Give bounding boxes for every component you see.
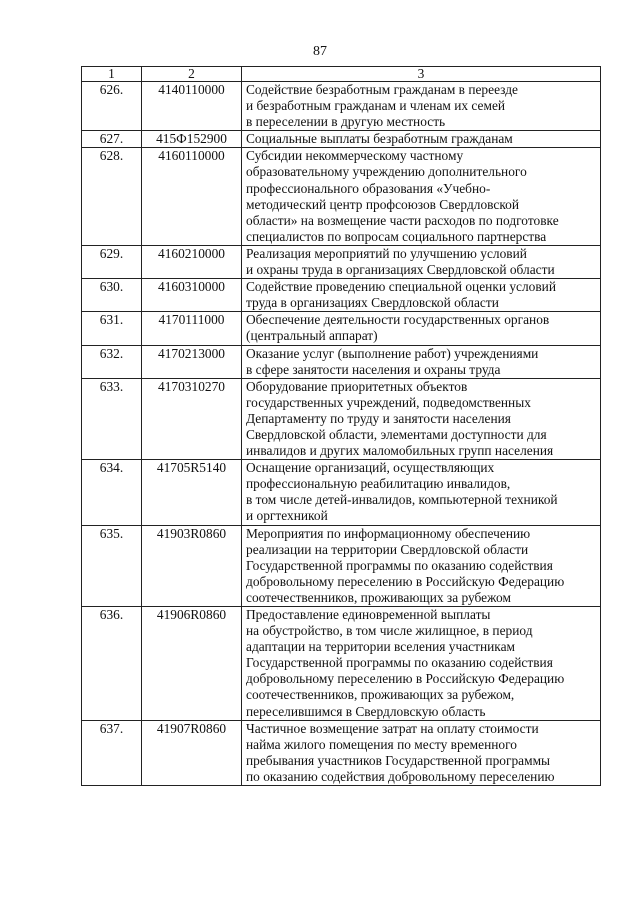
table-row (82, 378, 601, 459)
description-line: по оказанию содействия добровольному переселению (246, 768, 555, 784)
table-row (82, 245, 601, 278)
description-line: области» на возмещение части расходов по подготовке (246, 212, 559, 228)
row-code-cell: 415Ф152900 (142, 131, 242, 148)
description-line: профессионального образования «Учебно- (246, 180, 491, 196)
description-line: пребывания участников Государственной программы (246, 752, 551, 768)
table-row (82, 312, 601, 345)
row-code-cell: 4160310000 (142, 279, 242, 312)
row-code-cell: 41903R0860 (142, 525, 242, 606)
row-number-cell: 633. (82, 378, 142, 459)
description-line: государственных учреждений, подведомственных (246, 394, 531, 410)
description-line: инвалидов и других маломобильных групп населения (246, 443, 554, 459)
table-header (82, 67, 601, 82)
row-number-cell: 636. (82, 607, 142, 721)
row-number-cell: 626. (82, 82, 142, 131)
description-line: Реализация мероприятий по улучшению условий (246, 245, 527, 261)
description-line: образовательному учреждению дополнительного (246, 164, 527, 180)
row-description-cell (242, 82, 601, 131)
row-code-cell: 41906R0860 (142, 607, 242, 721)
description-line: Оборудование приоритетных объектов (246, 378, 468, 394)
row-number-cell: 635. (82, 525, 142, 606)
row-number-cell: 627. (82, 131, 142, 148)
description-line: Государственной программы по оказанию содействия (246, 655, 553, 671)
description-line: адаптации на территории вселения участникам (246, 639, 516, 655)
row-number-cell: 637. (82, 720, 142, 785)
column-header-description: 3 (242, 67, 601, 82)
description-line: соотечественников, проживающих за рубежом (246, 589, 511, 605)
description-line: переселившимся в Свердловскую область (246, 703, 486, 719)
description-line: соотечественников, проживающих за рубежом, (246, 687, 515, 703)
row-description-cell (242, 279, 601, 312)
row-number-cell: 632. (82, 345, 142, 378)
description-line: и оргтехникой (246, 508, 328, 524)
row-description-cell (242, 525, 601, 606)
row-description-cell (242, 312, 601, 345)
description-line: на обустройство, в том числе жилищное, в период (246, 623, 533, 639)
row-code-cell: 4160210000 (142, 245, 242, 278)
table-row (82, 607, 601, 721)
row-code-cell: 4140110000 (142, 82, 242, 131)
description-line: добровольному переселению в Российскую Федерацию (246, 671, 565, 687)
description-line: Оснащение организаций, осуществляющих (246, 460, 495, 476)
description-line: Содействие проведению специальной оценки условий (246, 279, 557, 295)
description-line: в том числе детей-инвалидов, компьютерной техникой (246, 492, 558, 508)
table-body (82, 82, 601, 786)
row-description-cell (242, 378, 601, 459)
row-number-cell: 630. (82, 279, 142, 312)
description-line: Содействие безработным гражданам в переезде (246, 82, 518, 97)
description-line: в сфере занятости населения и охраны труда (246, 361, 501, 377)
row-description-cell (242, 148, 601, 246)
row-description-cell (242, 607, 601, 721)
column-header-number: 1 (82, 67, 142, 82)
table-row (82, 82, 601, 131)
row-number-cell: 631. (82, 312, 142, 345)
column-header-code: 2 (142, 67, 242, 82)
row-code-cell: 41705R5140 (142, 460, 242, 525)
row-description-cell (242, 245, 601, 278)
table-row (82, 460, 601, 525)
description-line: и безработным гражданам и членам их семей (246, 98, 506, 114)
table-header-row (82, 67, 601, 82)
description-line: Субсидии некоммерческому частному (246, 148, 464, 164)
table-row (82, 525, 601, 606)
row-code-cell: 41907R0860 (142, 720, 242, 785)
row-description-cell (242, 460, 601, 525)
row-number-cell: 629. (82, 245, 142, 278)
description-line: реализации на территории Свердловской области (246, 541, 529, 557)
row-code-cell: 4170310270 (142, 378, 242, 459)
description-line: Социальные выплаты безработным гражданам (246, 131, 513, 147)
description-line: Оказание услуг (выполнение работ) учреждениями (246, 345, 539, 361)
description-line: Государственной программы по оказанию содействия (246, 557, 553, 573)
description-line: Свердловской области, элементами доступности для (246, 426, 547, 442)
description-line: найма жилого помещения по месту временного (246, 736, 517, 752)
description-line: в переселении в другую местность (246, 114, 446, 130)
row-code-cell: 4170111000 (142, 312, 242, 345)
row-code-cell: 4170213000 (142, 345, 242, 378)
table-row (82, 131, 601, 148)
table-row (82, 345, 601, 378)
description-line: методический центр профсоюзов Свердловской (246, 196, 520, 212)
description-line: и охраны труда в организациях Свердловской области (246, 262, 555, 278)
description-line: добровольному переселению в Российскую Федерацию (246, 573, 565, 589)
table-row (82, 148, 601, 246)
description-line: труда в организациях Свердловской области (246, 295, 499, 311)
row-description-cell (242, 345, 601, 378)
row-description-cell (242, 131, 601, 148)
description-line: (центральный аппарат) (246, 328, 378, 344)
row-number-cell: 634. (82, 460, 142, 525)
table-row (82, 720, 601, 785)
table-row (82, 279, 601, 312)
budget-codes-table (81, 66, 601, 786)
row-description-cell (242, 720, 601, 785)
description-line: Предоставление единовременной выплаты (246, 607, 491, 622)
description-line: Мероприятия по информационному обеспечению (246, 525, 531, 541)
row-code-cell: 4160110000 (142, 148, 242, 246)
description-line: специалистов по вопросам социального партнерства (246, 228, 547, 244)
page-number: 87 (313, 44, 327, 59)
description-line: Частичное возмещение затрат на оплату стоимости (246, 720, 539, 736)
description-line: Обеспечение деятельности государственных органов (246, 312, 550, 328)
description-line: Департаменту по труду и занятости населения (246, 410, 511, 426)
row-number-cell: 628. (82, 148, 142, 246)
description-line: профессиональную реабилитацию инвалидов, (246, 476, 511, 492)
